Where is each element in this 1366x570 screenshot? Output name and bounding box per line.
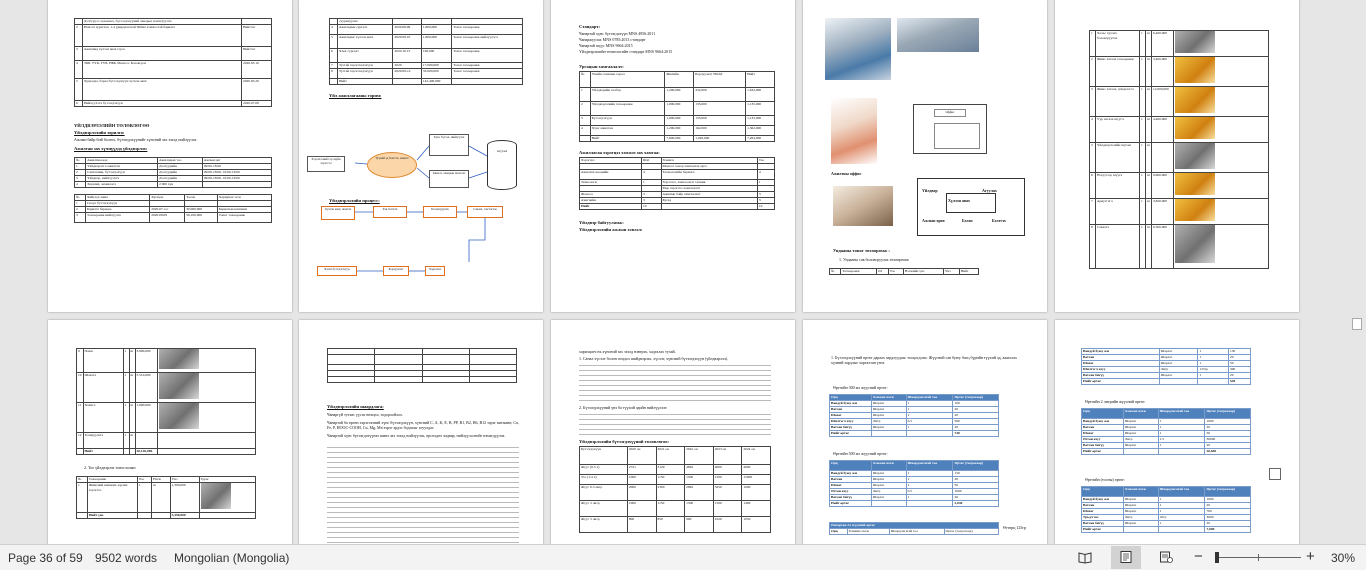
scroll-marker[interactable] [1352, 318, 1362, 330]
equipment-photo [1175, 31, 1215, 53]
equipment-photo [1175, 225, 1215, 263]
table-title: Өртгийн 500 мл жүүсний өртөг: [833, 451, 888, 456]
subheading: Үйлдвэрлэлийн зорилго: [74, 130, 125, 135]
room-label: Хүлээн авах [948, 198, 971, 203]
body-text-block [579, 362, 771, 404]
building-image [897, 18, 979, 52]
zoom-in-button[interactable]: + [1306, 548, 1315, 565]
section-heading: Ундааны тоног төхөөрөмж : [833, 248, 890, 253]
cost-table: Орц Хэмжих нэгж Шаардлагатай тоо Өртөг (төгрөгөөр) Вандуй буюу жм Шарлаг 1 1000 Ватсан Шарлаг 1 20 Шахаг Шарлаг 1 50 Өтгөн ахуу Литр 1.5 30000 Ватсан битүү Шарлаг 1 20 Нийт өртөг 20,650 [1081, 408, 1251, 455]
standard-item: Чанаржуулах MNS 0785:2013 стандарт [579, 37, 646, 42]
cost-table: Орц Хэмжих нэгж Шаардлагатай тоо Өртөг (төгрөгөөр) Вандуй буюу жм Шарлаг 1 150 Ватсан Шарлаг 1 20 Шахаг Шарлаг 1 50 Өтгөн ахуу Литр 0.5 1000 Ватсан битүү Шарлаг 1 20 Нийт өртөг 2,040 [829, 460, 999, 507]
continued-table [327, 348, 517, 383]
structure-drawing-image [831, 98, 877, 164]
page-count[interactable]: Page 36 of 59 [8, 551, 83, 565]
body-text-block [579, 411, 771, 435]
equipment-photos-table: 9 Пааш 1 ш 3,900,000 10 Шахагч 1 ш 5,510,000 11 Холигч 1 ш 1,800,000 12 Тохируулагч 1 ш Нийт 20,120,000 [76, 348, 256, 455]
cost-table: Орц Хэмжих нэгж Шаардлагатай тоо Өртөг (төгрөгөөр) Вандуй буюу жм Шарлаг 1 1000 Ватсан Шарлаг 1 20 Шахаг Шарлаг 1 700 Урьдч тос Литр 10гр 3000 Ватсан битүү Шарлаг 1 20 Нийт өртөг 7,000 [1081, 486, 1251, 533]
section-heading: Үйлдвэр байгууламж: [579, 220, 624, 225]
list-item: 2. Тоо үйлдвэрлэх тоноглолын [84, 465, 136, 470]
equipment-photo [159, 403, 199, 429]
diagram-node: Хяналт, чанарын шалгалт [429, 170, 469, 188]
page-thumbnail[interactable] [551, 0, 795, 312]
body-text-block [327, 444, 519, 544]
table-title: Өртгийн 300 мл жүүсний өртөг: [833, 385, 888, 390]
equipment-photo [159, 349, 199, 369]
diagram-node: Хүлээн авах, шалгах [321, 206, 355, 220]
diagram-arrows [299, 0, 543, 312]
factory-floorplan [917, 178, 1025, 236]
equipment-photo [1175, 143, 1215, 169]
read-mode-icon[interactable] [1078, 550, 1092, 564]
diagram-node: Борлуулалт [383, 266, 409, 276]
equipment-table: № Төхөөрөмж Тоо Нэгж Үнэ Зураг 1 Жимсний шилжих зорчих хэрэглээ 1 ш 1,300,000 Нийт үнэ 3,350,000 [76, 476, 256, 519]
equipment-photo [1175, 117, 1215, 139]
equipment-photo [1175, 87, 1215, 113]
page-thumbnail[interactable] [299, 0, 543, 312]
page-thumbnail[interactable] [299, 320, 543, 544]
room-label: Бэлэн [962, 218, 973, 223]
room-label: Үйлдвэр [922, 188, 938, 193]
diagram-node: Хадгалах [425, 266, 445, 276]
page-thumbnail[interactable] [48, 320, 292, 544]
equipment-photo [1175, 57, 1215, 83]
page-thumbnail[interactable] [551, 320, 795, 544]
section-heading: Үйлдвэрлэлийн шаардлага: [327, 404, 384, 409]
table-title: Ажиллагаа хэрэгцээ хэмжээ зах хамгаа: [579, 150, 660, 155]
section-title: ҮЙЛДВЭРЛЭЛИЙН ТӨЛӨВЛӨГӨӨ [74, 123, 150, 128]
production-plan-table: Бүтээгдэхүүн 2020 он 2021 он 2022 он 2023 он 2024 он Жүүс (0.5 л) 2721 3129 4862 4000 4000 Тос (1/4 л) 1000 1150 1500 1500 15000 Жүүс 0.3 литр 2000 2300 2862 3250 1000 Жүүс 2 литр 1000 1150 1500 1500 1400 Жүүс 5 литр 800 850 900 1020 1050 [579, 446, 771, 533]
equipment-photo [201, 483, 231, 509]
page-thumbnail[interactable] [803, 320, 1047, 544]
zoom-slider-midpoint [1258, 554, 1259, 561]
cost-table: Орц Хэмжих нэгж Шаардлагатай тоо Өртөг (төгрөгөөр) Вандуй буюу жм Шарлаг 1 100 Ватсан Шарлаг 1 20 Шахаг Шарлаг 1 20 Шилтэгч ахуу Литр 0.5 500 Ватсан битүү Шарлаг 1 20 Нийт өртөг 740 [829, 394, 999, 437]
diagram-node: Боловсруулах [423, 206, 457, 218]
word-count[interactable]: 9502 words [95, 551, 158, 565]
diagram-node: Хэв бэлтгэх [373, 206, 407, 218]
standard-item: Чанартай шүүс MNS 9664:2015 [579, 43, 633, 48]
staff-table: № Ажилтны код Ажилчдын тоо Ажлын цаг 1 Үйлдвэрлэгч ажилтан Дэлгүүрийн 09:00-18:00 2 Сантехник, бүтээгдэхүүн Дэлгүүрийн 09:00-18:00, 10:00-16:00 3 Үйлдвэр, нийлүүлэгч Дэлгүүрийн 09:00-18:00, 10:00-16:00 4 Хорших, захиалагч 2 000 хүн [74, 157, 272, 188]
revenue-table: № Үнийн саналын төрөл Жилийн Борлуулалт НӨАТ Нийт 1 Үйлдвэрийн хэлбэр 1,200,000 432,000 1,632,000 2 Үйлдвэрлэлийн төхөөрөмж 1,000,000 135,000 1,135,000 3 Бүтээгдэхүүн 1,000,000 135,000 1,135,000 4 Хүнс ажилтан 1,200,000 162,000 1,362,000 Нийт 7,600,000 1,026,000 7,264,000 [579, 71, 775, 142]
diagram-node: Савлах, сав баглаа [467, 206, 503, 218]
page-thumbnail[interactable] [1055, 320, 1299, 544]
diagram-node: Агуулах [487, 140, 517, 190]
table-title: Өртгийн 2 литрийн жүүсний өртөг: [1085, 399, 1146, 404]
diagram-node: Хүнс бүтээх, нийлүүлэх [429, 134, 469, 156]
page-thumbnail[interactable] [48, 0, 292, 312]
budget-table: суурилуулах 4 Ажилчдын сургалт 2020.08.09 1,800,000 Тоног төхөөрөмж 5 Ажилчдыг хүлээн авах 2020.09.10 1,800,000 Тоног төхөөрөмж нийлүүлэгч 6 ХАА сургалт 2020.10.15 100,000 Тоног төхөөрөмж 7 Тусгай хэрэглэгдэхүүн 2020 17,000,000 Тоног төхөөрөмж 8 Тусгай хэрэглэгдэхүүн 2020.09-12 33,000,000 Тоног төхөөрөмж Нийт 142,400,000 [329, 18, 523, 85]
paragraph: Чанартай ба өргөн хэрэглээний хүнс бүтээгдэхүүн, хүнсний C, A, K, E, B, PP, B1, B2, B6, B12 зэрэг витамин, Ca, Fe, P, HOOC-COOH, Cu, Mg, Mn зэрэг эрдэс бодисыг агуулдаг. [327, 420, 519, 430]
web-layout-icon[interactable] [1159, 550, 1173, 564]
paragraph: 2. Бүтээгдэхүүний үнэ ба түүхий эдийн нийлүүлэлт. [579, 405, 668, 410]
side-note: Өгтөрц 125гр [1003, 525, 1027, 530]
cost-table: Өнгөрсөн 2л жүүсний өртөг Орц Хэмжих нэгж Шаардлагатай тоо Өртөг (төгрөгөөр) [829, 522, 999, 535]
staff-needs-table: Хэрэгцээ Шат Хэмжээ Тоо Монгол сонор хамгаалах арга Ажиллах нөөцийн 4 Технологийн барилга 4 Технологи 1 Хэрэглээ, хамгаалалт техник 1 Мөр хэрэглээ хамгаалалт Жолооч 3 Ажилын байр хамгаалалт 3 Ачигчийн 3 Бусад 3 Нийт 10 10 [579, 157, 775, 210]
zoom-level[interactable]: 30% [1331, 551, 1356, 565]
equipment-photo [1175, 199, 1215, 221]
table-title: Өртгийн (тосны) өртөг: [1085, 477, 1126, 482]
office-3d-image [833, 186, 893, 226]
diagram-node: Бэлэн бүтээгдэхүүн [317, 266, 357, 276]
section-heading: Үйлдвэрлэлийн процесс: [329, 198, 380, 203]
diagram-node: Хэрэглээний гэр ахуйн хэрэгсэл [307, 156, 345, 172]
zoom-slider-track[interactable] [1217, 557, 1301, 558]
equipment-table: № Төхөөрөмж Ш Тоо Нэгжийн үнэ Үнэ Нийт [829, 268, 979, 275]
paragraph: Чанартай хүнс бүтээгдэхүүнээ шинэ зах зээлд нийлүүлэх, өрсөлдөх чадвар, нийлүүлэлтийг нэмэгдүүлэх. [327, 433, 506, 438]
page-thumbnail[interactable] [1055, 0, 1299, 312]
subheading: Ажилтан зах хүчнүүдэд үйлдвэрлэх: [74, 146, 148, 151]
status-bar [0, 544, 1366, 570]
schedule-table: № Хийгдэх ажил Хугацаа Төсөв Хариуцах эзэн 1 Спорт бүтээгдэхүүн 2 Барилга барьцаа 2020.07-ээс 30,000,000 Барилгын компани 3 Төхөөрөмж нийлүүлэх 2020.08.09 56,100,000 Тоног төхөөрөмж [74, 194, 272, 223]
page-thumbnail[interactable] [803, 0, 1047, 312]
room-label: Агуулах [982, 188, 997, 193]
list-item: 1. Ундааны сав боловсруулах төхөөрөмж [839, 257, 909, 262]
office-floorplan [913, 104, 987, 154]
paragraph: Ажлын байр бий болгох, бүтээгдэхүүнийг хүнсний зах зээлд нийлүүлэх. [74, 137, 198, 142]
room-label: Бэлтгэх [992, 218, 1006, 223]
zoom-out-button[interactable]: − [1194, 548, 1203, 565]
equipment-photo [159, 373, 199, 399]
paragraph: харилцагч нь хүнсний зах зээлд нэвтрэх, хадгалах тухай. [579, 349, 676, 354]
standard-item: Чанартай хүнс бүтээгдэхүүн MNS 4956:2011 [579, 31, 656, 36]
project-table: Дэлгүүрээ төлөвлөх, бүтээгдэхүүний чанарыг нэмэгдүүлэх 2 Нэмэлт зураглал, 1-4 удирдлагатай 300м2 хэмжээтэй барилга Нийтлэг 3 Ажилчид хүлээн авах гэрээ Нийтлэг 4 ТББ, ТҮК, ТҮБ, НББ, Монгол, Боловсрол 2020.03.10 5 Худалдаа, бараа бүтээгдэхүүн хүлээн авах 2020.05.20 6 Нийлүүлэгч бүтээгдэхүүн 2020.07.08 [74, 18, 272, 107]
paragraph: 1. Санал хүсэлт болон гомдол шийдвэрлэх, хүсэлт, хүнсний бүтээгдэхүүн (үйлдвэрлэл). [579, 356, 729, 361]
section-heading: Үйлдвэрлэлийн ажлын хэвлэл: [579, 227, 643, 232]
equipment-photos-table: 1 Хальс хуулах боловсруулах 1 ш 6,400,000 2 Жимс хатаах төхөөрөмж 1 ш 3,400,000 3 Жимс хатаах, цэвэрлэгээ 1 ш 12,000,000 4 Уур хатаах шүүгч 1 ш 4,400,000 5 Үйлдвэрлэлийн шугам 1 ш 6 Нэгдүгээр шүүгч 1 ш 9,600,000 7 Ариутгагч 1 ш 3,820,000 8 Савлагч 1 ш 6,500,000 [1089, 30, 1269, 269]
print-layout-icon[interactable] [1119, 550, 1133, 564]
office-room: Оффис [934, 109, 966, 117]
factory-render-image [825, 18, 891, 80]
standard-item: Үйлдвэрлэлийн технологийн стандарт MNS 9664:2015 [579, 49, 673, 54]
section-heading: Үйл ажиллагааны горим: [329, 93, 382, 98]
paragraph: Чанаргүй тутаас үүсэх нөхцөл, тодорхойлох. [327, 412, 404, 417]
diagram-node: Түүхий эд бэлтгэх, хяналт [367, 152, 417, 178]
standards-heading: Стандарт: [579, 24, 600, 29]
table-title: Үйлдвэрлэлийн бүтээгдэхүүний төлөвлөгөө: [579, 439, 669, 444]
language-indicator[interactable]: Mongolian (Mongolia) [174, 551, 290, 565]
list-item: 1. Бүтээгдэхүүний өртөг дараах зардлуудаас тооцогдоно. Жүүсний сав буюу багц бүрийн түүхий эд, ажиллах хүчний зардлыг харгалзан үзнэ. [831, 355, 1017, 365]
equipment-photo [1175, 173, 1215, 195]
table-move-handle[interactable] [1269, 468, 1281, 480]
room-label: Ажлын өрөө [922, 218, 945, 223]
plan-label: Ажилтны оффис [831, 171, 862, 176]
table-title: Ургацын хамгаалалт: [579, 64, 624, 69]
cost-table: Вандуй буюу жм Шарлаг 1 150 Ватсан Шарлаг 1 20 Шахаг Шарлаг 1 50 Шилтэгч ахуу Литр 125гр 300 Ватсан битүү Шарлаг 1 20 Нийт өртөг 540 [1081, 348, 1251, 385]
zoom-slider-thumb[interactable] [1215, 552, 1219, 563]
